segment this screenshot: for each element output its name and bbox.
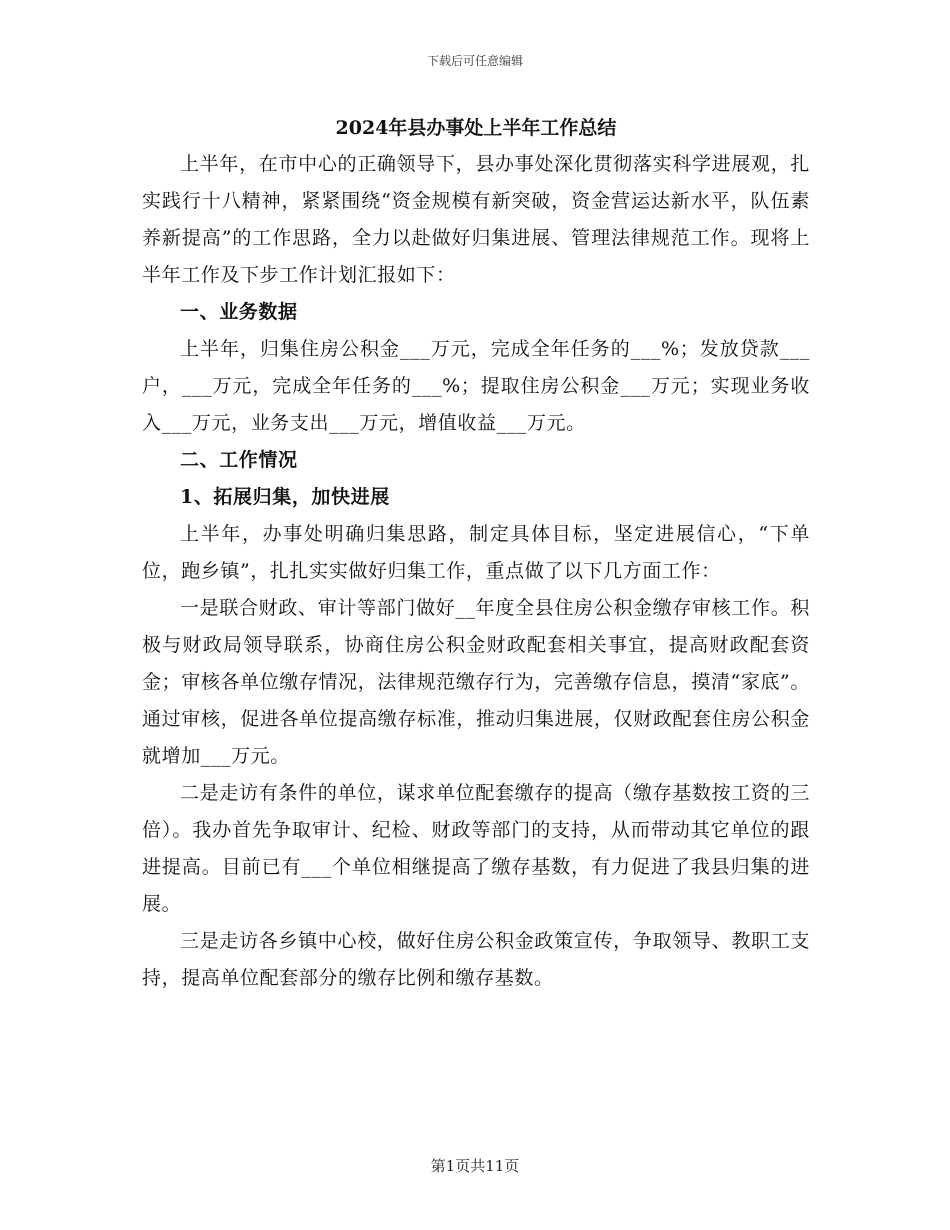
paragraph-collection-overview: 上半年，办事处明确归集思路，制定具体目标，坚定进展信心，“下单位，跑乡镇”，扎扎实实做好归集工作，重点做了以下几方面工作： xyxy=(142,523,810,582)
paragraph-intro: 上半年，在市中心的正确领导下，县办事处深化贯彻落实科学进展观，扎实践行十八精神，紧紧围绕“资金规模有新突破，资金营运达新水平，队伍素养新提高”的工作思路，全力以赴做好归集进展、管理法律规范工作。现将上半年工作及下步工作计划汇报如下： xyxy=(142,153,810,286)
paragraph-item-one: 一是联合财政、审计等部门做好__年度全县住房公积金缴存审核工作。积极与财政局领导联系，协商住房公积金财政配套相关事宜，提高财政配套资金；审核各单位缴存情况，法律规范缴存行为，完善缴存信息，摸清“家底”。通过审核，促进各单位提高缴存标准，推动归集进展，仅财政配套住房公积金就增加___万元。 xyxy=(142,597,810,767)
page-number: 第1页共11页 xyxy=(430,1157,520,1175)
heading-expand-collection: 1、拓展归集，加快进展 xyxy=(180,486,390,508)
document-title: 2024年县办事处上半年工作总结 xyxy=(335,117,617,139)
paragraph-item-two: 二是走访有条件的单位，谋求单位配套缴存的提高（缴存基数按工资的三倍）。我办首先争取审计、纪检、财政等部门的支持，从而带动其它单位的跟进提高。目前已有___个单位相继提高了缴存基数，有力促进了我县归集的进展。 xyxy=(142,782,810,915)
header-note: 下载后可任意编辑 xyxy=(426,54,523,68)
paragraph-item-three: 三是走访各乡镇中心校，做好住房公积金政策宣传，争取领导、教职工支持，提高单位配套部分的缴存比例和缴存基数。 xyxy=(142,930,810,989)
document-body xyxy=(142,112,810,997)
heading-work-status: 二、工作情况 xyxy=(180,449,298,471)
paragraph-business-data: 上半年，归集住房公积金___万元，完成全年任务的___%；发放贷款___户，___万元，完成全年任务的___%；提取住房公积金___万元；实现业务收入___万元，业务支出___万元，增值收益___万元。 xyxy=(142,338,810,434)
heading-business-data: 一、业务数据 xyxy=(180,301,298,323)
